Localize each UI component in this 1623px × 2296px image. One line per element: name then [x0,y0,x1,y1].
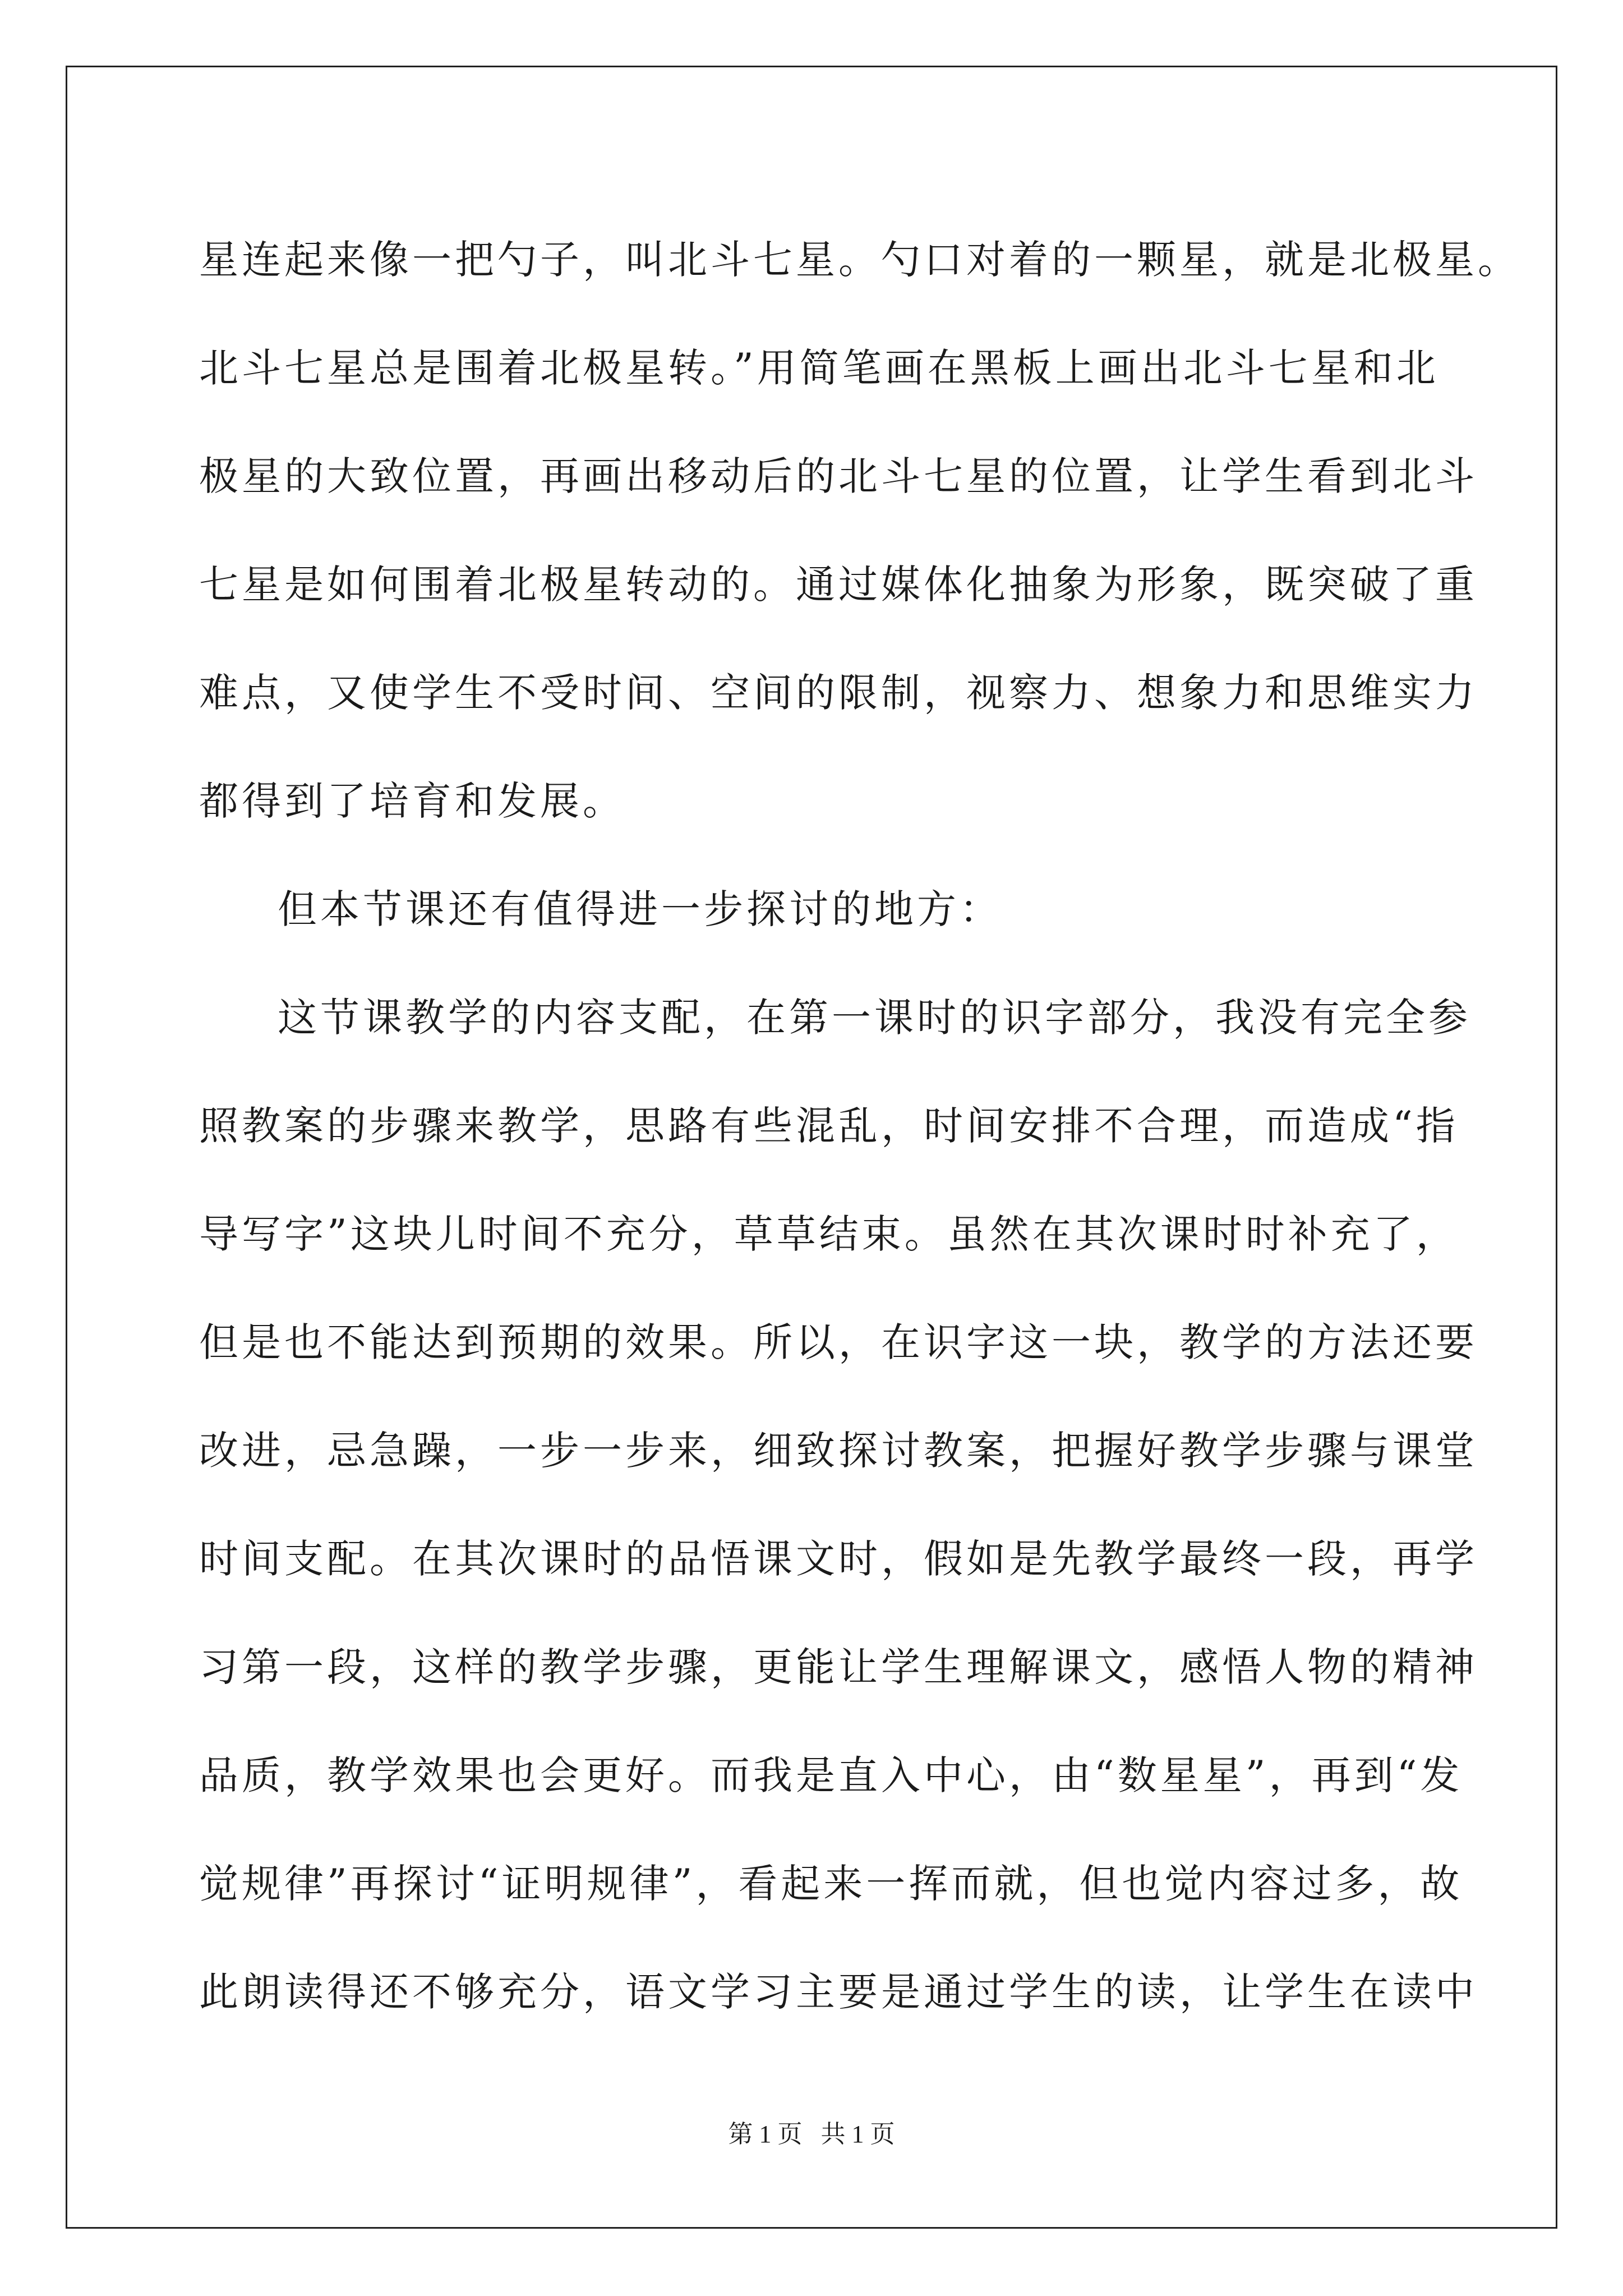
paragraph-first-line: 但本节课还有值得进一步探讨的地方： [278,886,1002,932]
text-line: 极星的大致位置，再画出移动后的北斗七星的位置，让学生看到北斗 [199,453,1478,499]
text-line: 七星是如何围着北极星转动的。通过媒体化抽象为形象，既突破了重 [199,562,1478,608]
text-line: 觉规律”再探讨“证明规律”，看起来一挥而就，但也觉内容过多，故 [199,1861,1463,1907]
text-line: 都得到了培育和发展。 [199,778,625,824]
text-line: 品质，教学效果也会更好。而我是直入中心，由“数星星”，再到“发 [199,1752,1463,1798]
paragraph-first-line: 这节课教学的内容支配，在第一课时的识字部分，我没有完全参 [278,995,1471,1041]
text-line: 习第一段，这样的教学步骤，更能让学生理解课文，感悟人物的精神 [199,1644,1478,1690]
text-line: 但是也不能达到预期的效果。所以，在识字这一块，教学的方法还要 [199,1319,1478,1365]
text-line: 难点，又使学生不受时间、空间的限制，视察力、想象力和思维实力 [199,670,1478,716]
text-line: 北斗七星总是围着北极星转。”用简笔画在黑板上画出北斗七星和北 [199,345,1439,391]
text-line: 导写字”这块儿时间不充分，草草结束。虽然在其次课时时补充了， [199,1211,1459,1257]
text-line: 时间支配。在其次课时的品悟课文时，假如是先教学最终一段，再学 [199,1536,1478,1582]
text-line: 星连起来像一把勺子，叫北斗七星。勺口对着的一颗星，就是北极星。 [199,237,1520,283]
page-number-footer: 第 1 页 共 1 页 [728,2120,895,2148]
text-line: 此朗读得还不够充分，语文学习主要是通过学生的读，让学生在读中 [199,1969,1478,2015]
text-line: 照教案的步骤来教学，思路有些混乱，时间安排不合理，而造成“指 [199,1103,1459,1149]
text-line: 改进，忌急躁，一步一步来，细致探讨教案，把握好教学步骤与课堂 [199,1428,1478,1474]
document-body [199,206,1520,2046]
